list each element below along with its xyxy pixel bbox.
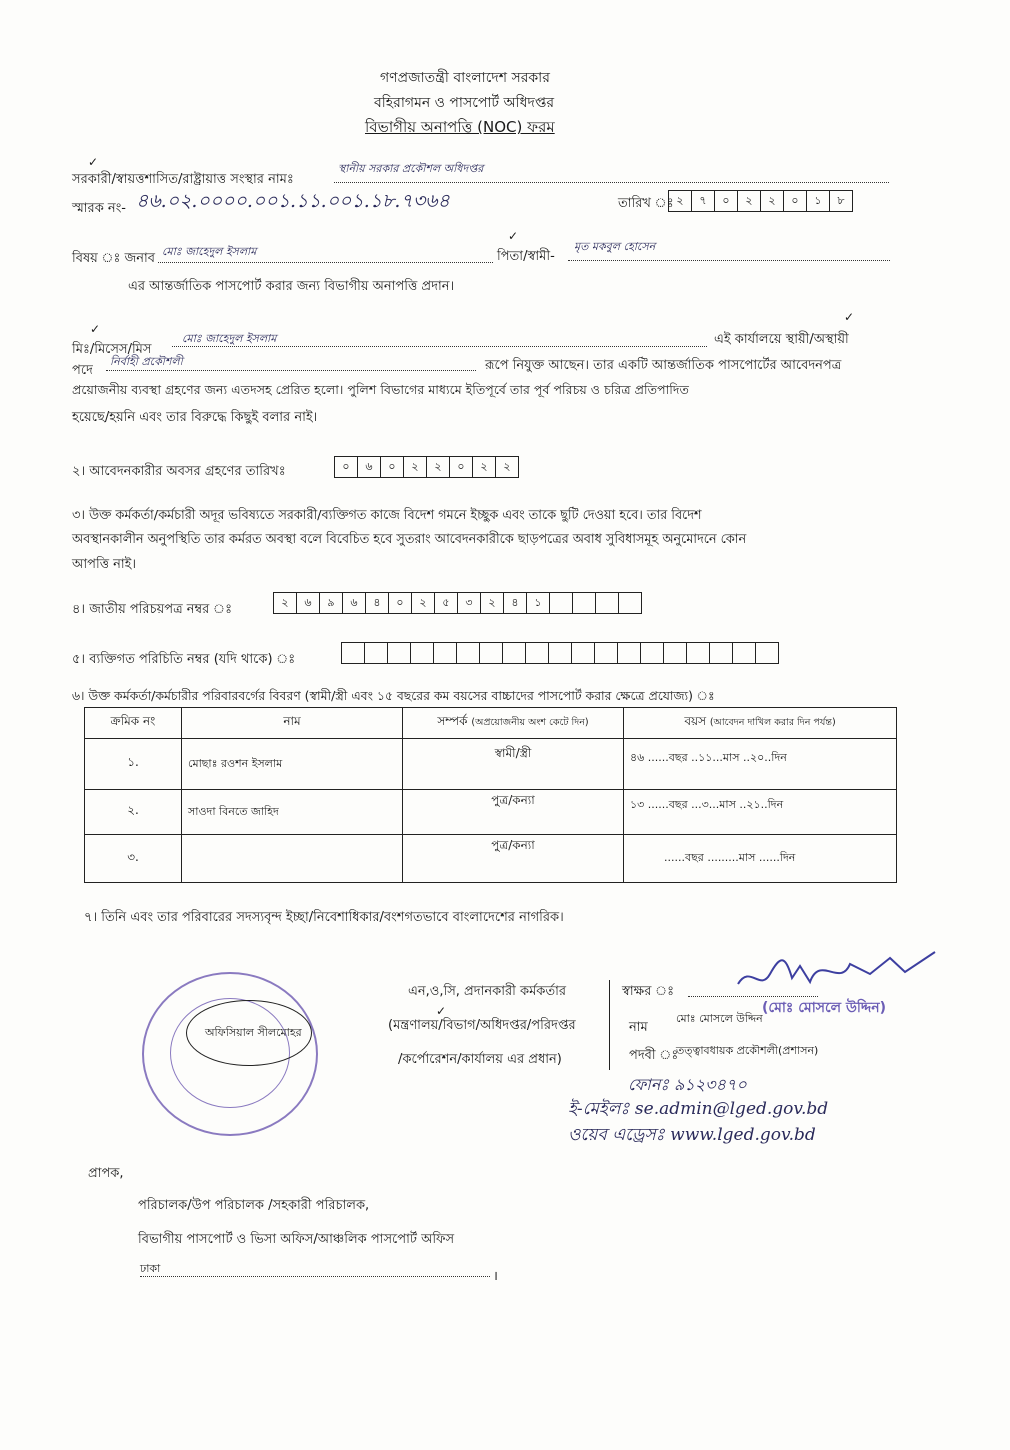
age-days: ২০ xyxy=(749,751,765,764)
check-mark: ✓ xyxy=(508,229,519,243)
age-days: ২১ xyxy=(746,798,761,811)
post-label: পদবী ঃ xyxy=(629,1048,679,1063)
email-value: se.admin@lged.gov.bd xyxy=(634,1099,829,1119)
relation-header-text: সম্পর্ক xyxy=(437,714,468,728)
row-age: ৪৬ ......বছর ..১১...মাস ..২০..দিন xyxy=(624,739,897,790)
retire-digit: ০ xyxy=(334,456,358,478)
col-relation-header xyxy=(403,708,624,739)
row-relation: স্বামী/স্ত্রী xyxy=(403,739,624,790)
pin-digit xyxy=(594,642,618,664)
retire-digit: ০ xyxy=(449,456,473,478)
pin-digit xyxy=(663,642,687,664)
subject-label: বিষয় ঃ জনাব xyxy=(72,251,156,266)
date-digit: ১ xyxy=(806,190,830,212)
age-header-note: (আবেদন দাখিল করার দিন পর্যন্ত) xyxy=(709,717,836,728)
retire-digit: ৬ xyxy=(357,456,381,478)
pin-digit xyxy=(502,642,526,664)
col-serial-header: ক্রমিক নং xyxy=(85,708,182,739)
nid-digit: ৬ xyxy=(342,592,366,614)
row-name xyxy=(182,835,403,883)
para1-line3: প্রয়োজনীয় ব্যবস্থা গ্রহণের জন্য এতদসহ প্রেরিত হলো। পুলিশ বিভাগের মাধ্যমে ইতিপূর্বে তার পূর্ব পরিচয় ও চরিত্র প্রতিপাদিত xyxy=(72,382,689,397)
name-label: নাম xyxy=(629,1020,648,1035)
row-serial: ১. xyxy=(85,739,182,790)
item2-label: ২। আবেদনকারীর অবসর গ্রহণের তারিখঃ xyxy=(72,464,286,479)
subject-father-line xyxy=(568,260,890,261)
nid-digit: ৫ xyxy=(434,592,458,614)
nid-digit xyxy=(618,592,642,614)
recipient-city: ঢাকা xyxy=(140,1262,161,1275)
office-label: সরকারী/স্বায়ত্তশাসিত/রাষ্ট্রায়াত্ত সংস্থার নামঃ xyxy=(72,172,294,187)
date-digit: ২ xyxy=(668,190,692,212)
unit-day: দিন xyxy=(767,798,784,811)
issuer-line2: (মন্ত্রণালয়/বিভাগ/অধিদপ্তর/পরিদপ্তর xyxy=(388,1018,576,1033)
header-line1: গণপ্রজাতন্ত্রী বাংলাদেশ সরকার xyxy=(380,70,550,86)
check-mark: ✓ xyxy=(844,310,855,324)
check-mark: ✓ xyxy=(90,322,101,336)
item4-label: ৪। জাতীয় পরিচয়পত্র নম্বর ঃ xyxy=(72,602,233,617)
pin-digit xyxy=(686,642,710,664)
retire-digit: ২ xyxy=(426,456,450,478)
para1-post: নির্বাহী প্রকৌশলী xyxy=(110,355,183,368)
age-months: ৩ xyxy=(701,798,709,811)
nid-digit: ২ xyxy=(273,592,297,614)
retire-digit: ০ xyxy=(380,456,404,478)
retire-digit: ২ xyxy=(403,456,427,478)
item6-label: ৬। উক্ত কর্মকর্তা/কর্মচারীর পরিবারবর্গের বিবরণ (স্বামী/স্ত্রী এবং ১৫ বছরের কম বয়সের বাচ্চাদের পাসপোর্ট করার ক্ষেত্রে প্রযোজ্য) ঃ xyxy=(72,688,715,703)
row-name: মোছাঃ রওশন ইসলাম xyxy=(182,739,403,790)
table-row xyxy=(85,835,897,883)
memo-date-boxes xyxy=(669,190,853,212)
row-age: ১৩ ......বছর ...৩...মাস ..২১..দিন xyxy=(624,790,897,835)
date-digit: ০ xyxy=(783,190,807,212)
nid-digit xyxy=(549,592,573,614)
office-value: স্থানীয় সরকার প্রকৌশল অধিদপ্তর xyxy=(338,162,484,175)
nid-digit: ২ xyxy=(480,592,504,614)
pin-digit xyxy=(341,642,365,664)
phone-label: ফোনঃ xyxy=(628,1075,669,1094)
nid-digit: ২ xyxy=(411,592,435,614)
para1-post-label: পদে xyxy=(72,363,93,378)
nid-digit: ৪ xyxy=(365,592,389,614)
age-months: ১১ xyxy=(698,751,713,764)
check-mark: ✓ xyxy=(88,155,99,169)
phone-line xyxy=(628,1072,747,1099)
nid-digit xyxy=(595,592,619,614)
pin-boxes xyxy=(342,642,779,664)
row-relation: পুত্র/কন্যা xyxy=(403,790,624,835)
pin-digit xyxy=(387,642,411,664)
web-label: ওয়েব এড্রেসঃ xyxy=(568,1125,665,1145)
recipient-line2: বিভাগীয় পাসপোর্ট ও ভিসা অফিস/আঞ্চলিক পাসপোর্ট অফিস xyxy=(138,1232,455,1247)
pin-digit xyxy=(548,642,572,664)
unit-year: বছর xyxy=(684,851,704,864)
para1-suffix: এই কার্যালয়ে স্থায়ী/অস্থায়ী xyxy=(714,332,849,347)
family-table xyxy=(84,707,897,883)
pin-digit xyxy=(640,642,664,664)
age-header-text: বয়স xyxy=(684,714,707,728)
pin-digit xyxy=(479,642,503,664)
table-row xyxy=(85,790,897,835)
para1-name: মোঃ জাহেদুল ইসলাম xyxy=(182,332,277,345)
nid-digit xyxy=(572,592,596,614)
row-age: ......বছর .........মাস ......দিন xyxy=(624,835,897,883)
row-serial: ২. xyxy=(85,790,182,835)
pin-digit xyxy=(364,642,388,664)
retirement-date-boxes xyxy=(335,456,519,478)
retire-digit: ২ xyxy=(472,456,496,478)
para1-prefix: মিঃ/মিসেস/মিস xyxy=(72,342,152,357)
post-value: তত্ত্বাবধায়ক প্রকৌশলী(প্রশাসন) xyxy=(676,1044,819,1057)
retire-digit: ২ xyxy=(495,456,519,478)
item5-label: ৫। ব্যক্তিগত পরিচিতি নম্বর (যদি থাকে) ঃ xyxy=(72,652,296,667)
signature xyxy=(730,944,940,1000)
col-age-header xyxy=(624,708,897,739)
unit-month: মাস xyxy=(738,851,756,864)
date-digit: ৮ xyxy=(829,190,853,212)
name-value: মোঃ মোসলে উদ্দিন xyxy=(676,1012,763,1025)
nid-digit: ৬ xyxy=(296,592,320,614)
relation-header-note: (অপ্রয়োজনীয় অংশ কেটে দিন) xyxy=(471,717,589,728)
date-digit: ২ xyxy=(760,190,784,212)
pin-digit xyxy=(617,642,641,664)
pin-digit xyxy=(732,642,756,664)
pin-digit xyxy=(571,642,595,664)
col-name-header: নাম xyxy=(182,708,403,739)
nid-digit: ৩ xyxy=(457,592,481,614)
recipient-end: । xyxy=(493,1269,498,1284)
unit-day: দিন xyxy=(779,851,796,864)
email-label: ই-মেইলঃ xyxy=(568,1099,630,1119)
table-header-row xyxy=(85,708,897,739)
nid-digit: ০ xyxy=(388,592,412,614)
form-title: বিভাগীয় অনাপত্তি (NOC) ফরম xyxy=(365,118,555,136)
subject-father-label: পিতা/স্বামী- xyxy=(497,249,555,264)
pin-digit xyxy=(433,642,457,664)
phone-value: ৯১২৩৪৭০ xyxy=(674,1075,747,1094)
subject-line2: এর আন্তর্জাতিক পাসপোর্ট করার জন্য বিভাগীয় অনাপত্তি প্রদান। xyxy=(128,279,455,294)
subject-name: মোঃ জাহেদুল ইসলাম xyxy=(162,245,257,258)
web-line xyxy=(568,1122,816,1150)
nid-boxes xyxy=(274,592,642,614)
item3-line1: ৩। উক্ত কর্মকর্তা/কর্মচারী অদূর ভবিষ্যতে সরকারী/ব্যক্তিগত কাজে বিদেশ গমনে ইচ্ছুক এবং তাকে ছুটি দেওয়া হবে। তার বিদেশ xyxy=(72,508,702,523)
item3-line3: আপত্তি নাই। xyxy=(72,557,137,572)
nid-digit: ৯ xyxy=(319,592,343,614)
check-mark: ✓ xyxy=(436,1004,447,1018)
memo-date-label: তারিখ ঃ xyxy=(618,196,674,211)
table-row xyxy=(85,739,897,790)
unit-day: দিন xyxy=(771,751,787,764)
date-digit: ০ xyxy=(714,190,738,212)
date-digit: ৭ xyxy=(691,190,715,212)
stamp-name: (মোঃ মোসলে উদ্দিন) xyxy=(762,1000,886,1016)
subject-line xyxy=(158,262,493,263)
issuer-divider xyxy=(609,980,610,1070)
unit-year: বছর xyxy=(668,751,688,764)
para1-line2: রূপে নিযুক্ত আছেন। তার একটি আন্তর্জাতিক পাসপোর্টের আবেদনপত্র xyxy=(485,358,842,373)
pin-digit xyxy=(525,642,549,664)
row-name: সাওদা বিনতে জাহিদ xyxy=(182,790,403,835)
issuer-line3: /কর্পোরেশন/কার্যালয় এর প্রধান) xyxy=(398,1052,562,1067)
row-relation: পুত্র/কন্যা xyxy=(403,835,624,883)
pin-digit xyxy=(410,642,434,664)
row-serial: ৩. xyxy=(85,835,182,883)
memo-label: স্মারক নং- xyxy=(72,201,126,216)
age-years: ৪৬ xyxy=(630,751,645,764)
item7: ৭। তিনি এবং তার পরিবারের সদস্যবৃন্দ ইচ্ছা/নিবেশাধিকার/বংশগতভাবে বাংলাদেশের নাগরিক। xyxy=(84,910,564,925)
seal-label: অফিসিয়াল সীলমোহর xyxy=(205,1026,302,1039)
subject-father: মৃত মকবুল হোসেন xyxy=(574,240,656,253)
web-value: www.lged.gov.bd xyxy=(670,1125,816,1145)
para1-line4: হয়েছে/হয়নি এবং তার বিরুদ্ধে কিছুই বলার নাই। xyxy=(72,410,318,425)
unit-month: মাস xyxy=(719,798,736,811)
item3-line2: অবস্থানকালীন অনুপস্থিতি তার কর্মরত অবস্থা বলে বিবেচিত হবে সুতরাং আবেদনকারীকে ছাড়পত্রের অবাধ সুবিধাসমূহ অনুমোদনে কোন xyxy=(72,532,747,547)
date-digit: ২ xyxy=(737,190,761,212)
signature-label: স্বাক্ষর ঃ xyxy=(622,984,675,999)
recipient-line xyxy=(140,1276,490,1277)
recipient-line1: পরিচালক/উপ পরিচালক /সহকারী পরিচালক, xyxy=(138,1198,370,1213)
issuer-line1: এন,ও,সি, প্রদানকারী কর্মকর্তার xyxy=(408,984,567,999)
unit-year: বছর xyxy=(668,798,688,811)
pin-digit xyxy=(709,642,733,664)
pin-digit xyxy=(755,642,779,664)
recipient-label: প্রাপক, xyxy=(88,1166,124,1181)
unit-month: মাস xyxy=(722,751,740,764)
pin-digit xyxy=(456,642,480,664)
nid-digit: ১ xyxy=(526,592,550,614)
nid-digit: ৪ xyxy=(503,592,527,614)
office-line xyxy=(334,182,889,183)
email-line xyxy=(568,1096,828,1124)
memo-value: ৪৬.০২.০০০০.০০১.১১.০০১.১৮.৭৩৬৪ xyxy=(136,190,450,212)
header-line2: বহিরাগমন ও পাসপোর্ট অধিদপ্তর xyxy=(374,95,555,111)
age-years: ১৩ xyxy=(630,798,645,811)
